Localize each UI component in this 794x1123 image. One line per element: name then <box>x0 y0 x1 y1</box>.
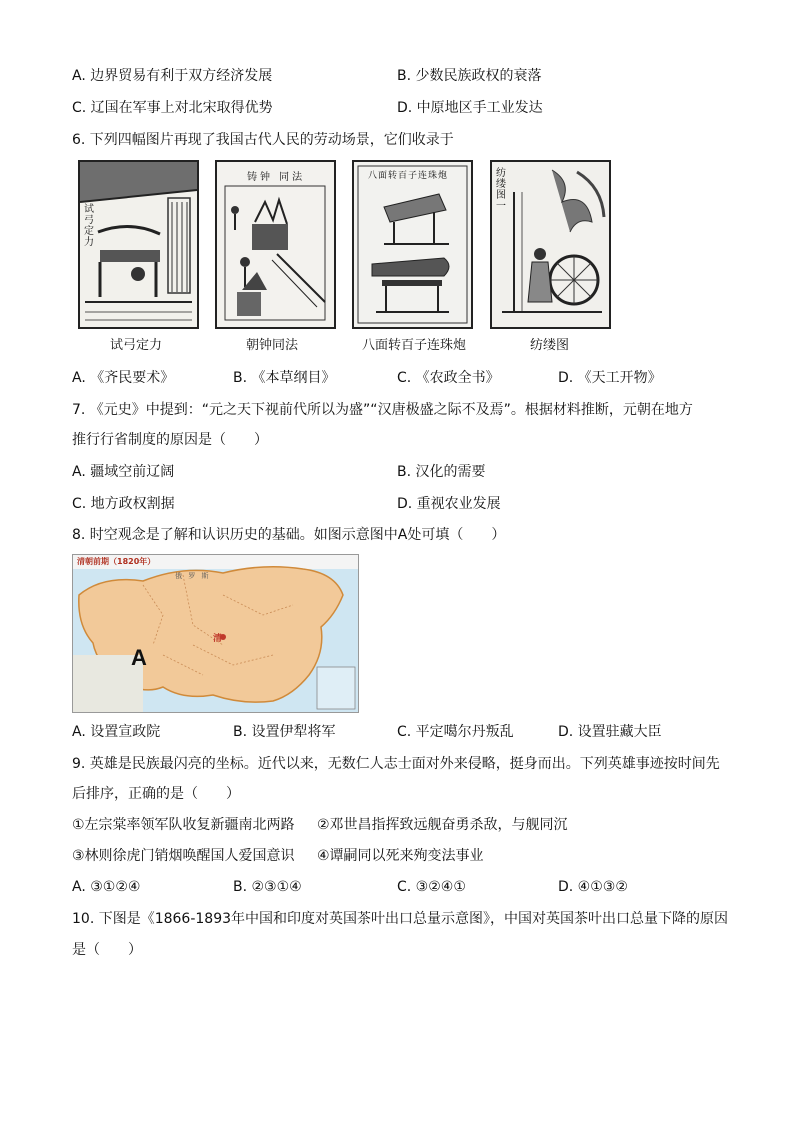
q9-option-c: C. ③②④① <box>397 879 466 895</box>
q7-option-d: D. 重视农业发展 <box>397 496 501 512</box>
q8-stem: 8. 时空观念是了解和认识历史的基础。如图示意图中A处可填（ ） <box>72 527 506 543</box>
archery-bow-illustration-icon <box>80 162 197 327</box>
map-marker-a: A <box>131 645 147 670</box>
q9-item-1: ①左宗棠率领军队收复新疆南北两路 <box>72 817 295 833</box>
q5-option-d: D. 中原地区手工业发达 <box>397 100 543 116</box>
q6-picture-3 <box>352 160 473 329</box>
map-label-qing: 清 <box>213 634 223 644</box>
q7-option-c: C. 地方政权割据 <box>72 496 175 512</box>
q6-picture-4-inscription: 纺缕图一 <box>496 168 506 212</box>
q10-stem-line-2: 是（ ） <box>72 942 142 958</box>
bell-casting-illustration-icon <box>217 162 334 327</box>
q9-stem-line-1: 9. 英雄是民族最闪亮的坐标。近代以来，无数仁人志士面对外来侵略，挺身而出。下列英雄事迹按时间先 <box>72 756 720 772</box>
q7-option-a: A. 疆域空前辽阔 <box>72 464 175 480</box>
q6-picture-1-inscription: 试弓定力 <box>84 204 94 248</box>
q6-option-d: D. 《天工开物》 <box>558 370 662 386</box>
map-label-north: 俄 罗 斯 <box>175 572 211 580</box>
q9-item-4: ④谭嗣同以死来殉变法事业 <box>317 848 484 864</box>
q10-stem-line-1: 10. 下图是《1866-1893年中国和印度对英国茶叶出口总量示意图》，中国对英国茶叶出口总量下降的原因 <box>72 911 729 927</box>
q8-option-c: C. 平定噶尔丹叛乱 <box>397 724 514 740</box>
q6-option-a: A. 《齐民要术》 <box>72 370 175 386</box>
q7-option-b: B. 汉化的需要 <box>397 464 486 480</box>
q6-option-b: B. 《本草纲目》 <box>233 370 336 386</box>
q6-caption-3: 八面转百子连珠炮 <box>362 338 467 353</box>
q9-stem-line-2: 后排序，正确的是（ ） <box>72 786 240 802</box>
q6-stem: 6. 下列四幅图片再现了我国古代人民的劳动场景，它们收录于 <box>72 132 454 148</box>
q8-option-d: D. 设置驻藏大臣 <box>558 724 662 740</box>
q9-item-2: ②邓世昌指挥致远舰奋勇杀敌，与舰同沉 <box>317 817 568 833</box>
q9-option-b: B. ②③①④ <box>233 879 302 895</box>
q6-picture-2-inscription: 铸钟 同法 <box>247 172 306 183</box>
q6-caption-4: 纺缕图 <box>530 338 570 353</box>
q6-picture-2 <box>215 160 336 329</box>
q6-picture-1 <box>78 160 199 329</box>
qing-dynasty-map <box>72 554 359 713</box>
q8-option-a: A. 设置宣政院 <box>72 724 161 740</box>
q9-item-3: ③林则徐虎门销烟唤醒国人爱国意识 <box>72 848 295 864</box>
q9-option-d: D. ④①③② <box>558 879 628 895</box>
q6-picture-3-inscription: 八面转百子连珠炮 <box>368 171 449 181</box>
q7-stem-line-2: 推行行省制度的原因是（ ） <box>72 432 268 448</box>
cannon-illustration-icon <box>354 162 471 327</box>
q5-option-c: C. 辽国在军事上对北宋取得优势 <box>72 100 273 116</box>
map-title: 清朝前期（1820年） <box>77 557 156 566</box>
q5-option-b: B. 少数民族政权的衰落 <box>397 68 542 84</box>
q6-picture-4 <box>490 160 611 329</box>
q8-option-b: B. 设置伊犁将军 <box>233 724 336 740</box>
spinning-wheel-illustration-icon <box>492 162 609 327</box>
q6-option-c: C. 《农政全书》 <box>397 370 500 386</box>
q5-option-a: A. 边界贸易有利于双方经济发展 <box>72 68 273 84</box>
q6-caption-1: 试弓定力 <box>110 338 163 353</box>
q9-option-a: A. ③①②④ <box>72 879 141 895</box>
q7-stem-line-1: 7. 《元史》中提到：“元之天下视前代所以为盛”“汉唐极盛之际不及焉”。根据材料推断，元朝在地方 <box>72 402 693 418</box>
q6-caption-2: 朝钟同法 <box>246 338 299 353</box>
